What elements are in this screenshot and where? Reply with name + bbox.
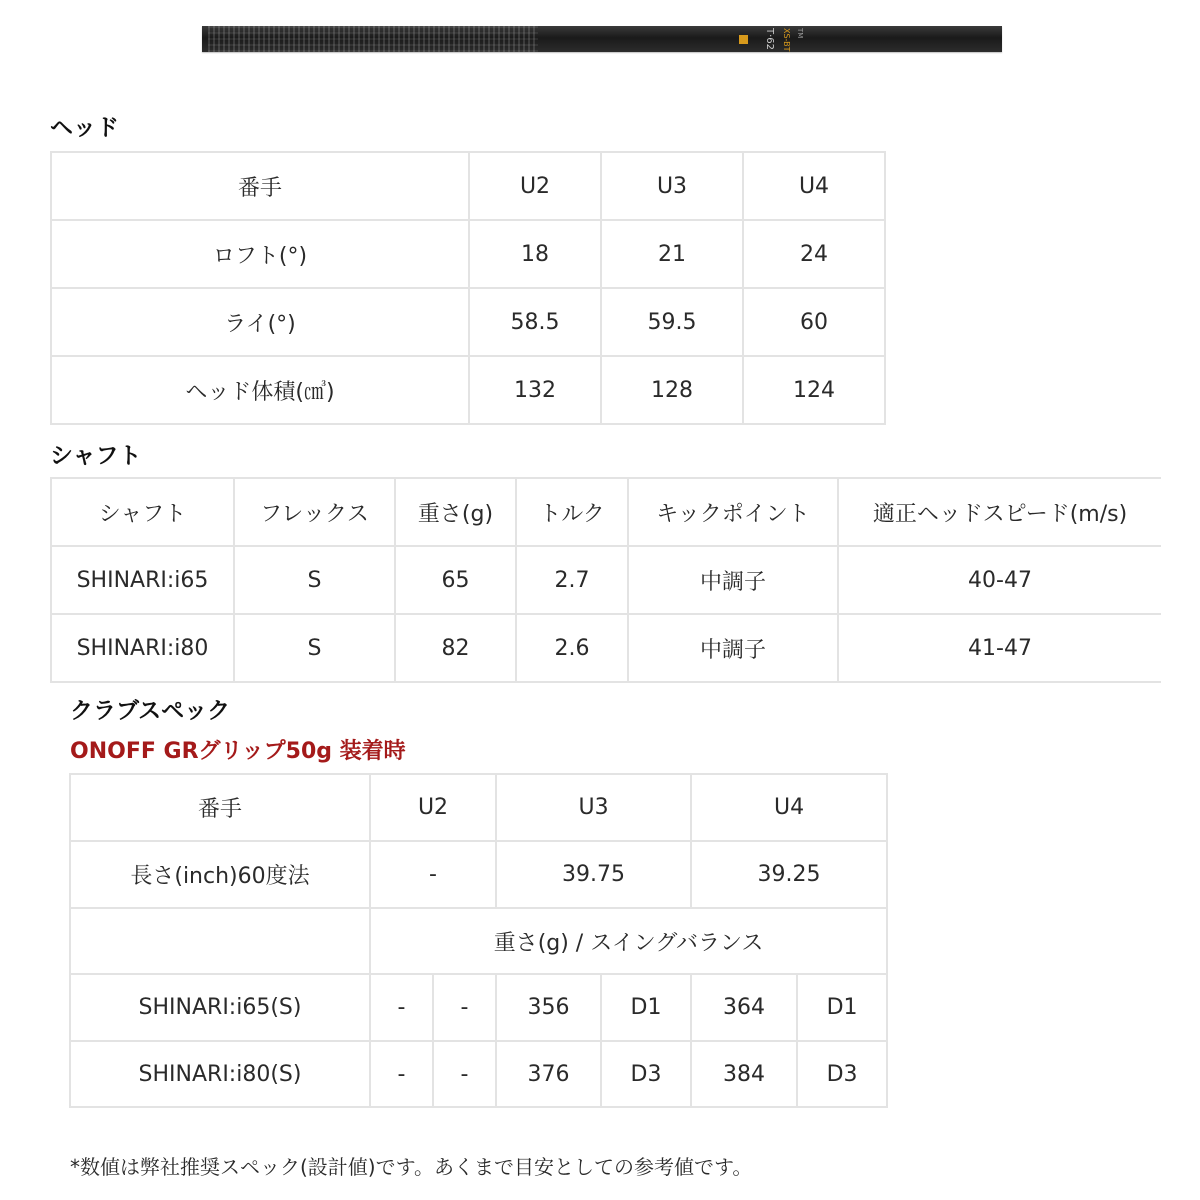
column-header: トルク <box>516 478 628 546</box>
footnote: *数値は弊社推奨スペック(設計値)です。あくまで目安としての参考値です。 <box>70 1155 753 1179</box>
table-row <box>51 546 1161 614</box>
table-header-row <box>51 152 885 220</box>
shaft-print: T·62 <box>764 28 775 51</box>
table-cell: - <box>433 974 496 1041</box>
table-cell: 60 <box>743 288 885 356</box>
shaft-print: TM <box>796 28 804 39</box>
empty-cell <box>70 908 370 974</box>
table-cell: 21 <box>601 220 743 288</box>
table-cell: - <box>370 974 433 1041</box>
table-header-row <box>51 478 1161 546</box>
head-section-title: ヘッド <box>50 115 119 141</box>
table-cell: - <box>433 1041 496 1107</box>
table-cell: 132 <box>469 356 601 424</box>
table-cell: 2.6 <box>516 614 628 682</box>
table-cell: 376 <box>496 1041 601 1107</box>
table-cell: 128 <box>601 356 743 424</box>
column-header: 番手 <box>51 152 469 220</box>
column-header: U2 <box>469 152 601 220</box>
row-label: ライ(°) <box>51 288 469 356</box>
table-cell: 40-47 <box>838 546 1161 614</box>
column-header: 適正ヘッドスピード(m/s) <box>838 478 1161 546</box>
table-cell: D3 <box>601 1041 691 1107</box>
table-cell: 356 <box>496 974 601 1041</box>
column-header: シャフト <box>51 478 234 546</box>
club-section-title: クラブスペック <box>70 698 231 724</box>
table-header-row <box>70 774 887 841</box>
weight-balance-header: 重さ(g) / スイングバランス <box>370 908 887 974</box>
club-section-subtitle: ONOFF GRグリップ50g 装着時 <box>70 739 406 764</box>
row-label: SHINARI:i65(S) <box>70 974 370 1041</box>
shaft-pattern <box>208 26 538 52</box>
table-row <box>51 288 885 356</box>
golf-shaft-icon <box>202 26 1002 52</box>
table-cell: D1 <box>797 974 887 1041</box>
table-cell: 2.7 <box>516 546 628 614</box>
column-header: 重さ(g) <box>395 478 516 546</box>
table-cell: 82 <box>395 614 516 682</box>
table-cell: 中調子 <box>628 546 838 614</box>
table-cell: 58.5 <box>469 288 601 356</box>
table-cell: 39.25 <box>691 841 887 908</box>
table-row <box>70 974 887 1041</box>
column-header: キックポイント <box>628 478 838 546</box>
table-cell: 59.5 <box>601 288 743 356</box>
column-header: U2 <box>370 774 496 841</box>
row-label: SHINARI:i65 <box>51 546 234 614</box>
table-row <box>70 841 887 908</box>
table-cell: D1 <box>601 974 691 1041</box>
table-cell: - <box>370 841 496 908</box>
table-cell: 41-47 <box>838 614 1161 682</box>
table-cell: 124 <box>743 356 885 424</box>
club-spec-table <box>69 773 888 1108</box>
shaft-logo-mark <box>739 35 748 44</box>
table-cell: 中調子 <box>628 614 838 682</box>
table-row <box>51 220 885 288</box>
table-cell: 24 <box>743 220 885 288</box>
table-row <box>51 356 885 424</box>
table-cell: 18 <box>469 220 601 288</box>
table-cell: S <box>234 614 395 682</box>
row-label: SHINARI:i80(S) <box>70 1041 370 1107</box>
table-cell: 39.75 <box>496 841 691 908</box>
row-label: 長さ(inch)60度法 <box>70 841 370 908</box>
column-header: フレックス <box>234 478 395 546</box>
row-label: ロフト(°) <box>51 220 469 288</box>
row-label: ヘッド体積(㎤) <box>51 356 469 424</box>
table-cell: 384 <box>691 1041 797 1107</box>
table-cell: S <box>234 546 395 614</box>
shaft-section-title: シャフト <box>50 443 142 469</box>
table-row <box>51 614 1161 682</box>
head-spec-table <box>50 151 886 425</box>
table-cell: 65 <box>395 546 516 614</box>
column-header: U4 <box>691 774 887 841</box>
table-row <box>70 908 887 974</box>
column-header: U4 <box>743 152 885 220</box>
shaft-print: XS-BT <box>782 28 791 52</box>
column-header: U3 <box>496 774 691 841</box>
shaft-spec-table <box>50 477 1161 683</box>
column-header: 番手 <box>70 774 370 841</box>
row-label: SHINARI:i80 <box>51 614 234 682</box>
table-cell: - <box>370 1041 433 1107</box>
column-header: U3 <box>601 152 743 220</box>
table-row <box>70 1041 887 1107</box>
table-cell: 364 <box>691 974 797 1041</box>
table-cell: D3 <box>797 1041 887 1107</box>
